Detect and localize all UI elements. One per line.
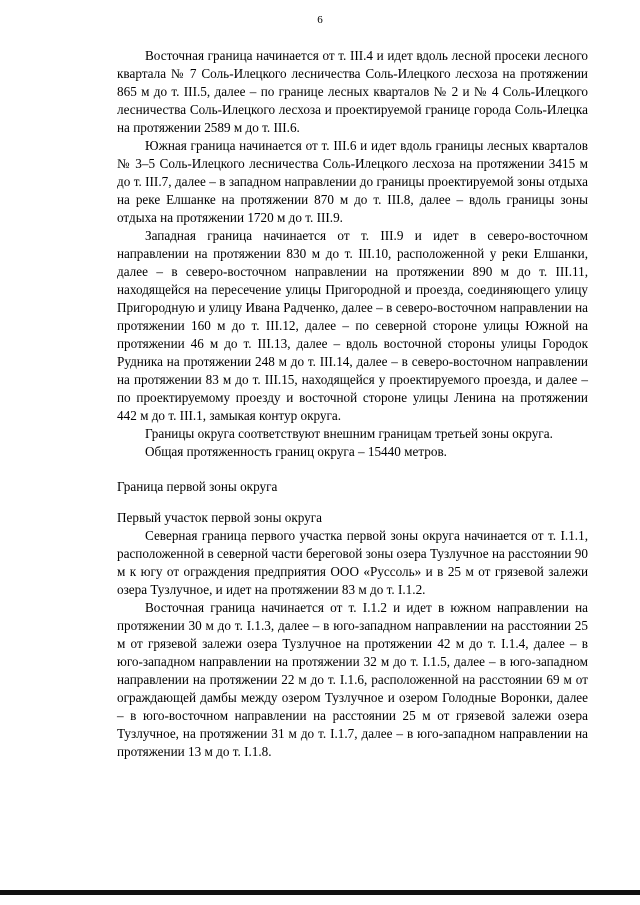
paragraph-north-boundary-zone1: Северная граница первого участка первой зоны округа начинается от т. I.1.1, расположенной в северной части береговой зоны озера Тузлучное на расстоянии 90 м к югу от ограждения предприятия ООО «Руссоль» и в 25 м от грязевой залежи озера Тузлучное, и идет на протяжении 83 м до т. I.1.2. [117,528,588,597]
page-bottom-border [0,890,640,895]
paragraph-total-length: Общая протяженность границ округа – 15440 метров. [145,444,447,459]
paragraph-outer-boundaries: Границы округа соответствуют внешним границам третьей зоны округа. [145,426,553,441]
subsection-heading: Первый участок первой зоны округа [117,510,323,525]
section-heading: Граница первой зоны округа [117,479,278,494]
document-body [117,47,588,761]
spacer [117,461,588,478]
page-number: 6 [317,14,323,26]
paragraph-west-boundary: Западная граница начинается от т. III.9 и идет в северо-восточном направлении на протяжении 830 м до т. III.10, расположенной у реки Елшанки, далее – в северо-восточном направлении на протяжении 890 м до т. III.11, находящейся на пересечение улицы Пригородной и проезда, соединяющего улицу Пригородную и улицу Ивана Радченко, далее – в северо-восточном направлении на протяжении 160 м до т. III.12, далее – по северной стороне улицы Южной на протяжении 46 м до т. III.13, далее – вдоль восточной стороны улицы Городок Рудника на протяжении 248 м до т. III.14, далее – в северо-восточном направлении на протяжении 83 м до т. III.15, находящейся у проектируемого проезда, и далее – по проектируемому проезду и восточной стороне улицы Ленина на протяжении 442 м до т. III.1, замыкая контур округа. [117,228,588,423]
spacer [117,496,588,509]
paragraph-east-boundary-zone1: Восточная граница начинается от т. I.1.2 и идет в южном направлении на протяжении 30 м до т. I.1.3, далее – в юго-западном направлении на расстоянии 25 м от грязевой залежи озера Тузлучное на протяжении 42 м до т. I.1.4, далее – в юго-западном направлении на протяжении 32 м до т. I.1.5, далее – в юго-западном направлении на протяжении 22 м до т. I.1.6, расположенной на расстоянии 69 м от ограждающей дамбы между озером Тузлучное и озером Голодные Воронки, далее – в юго-восточном направлении на расстоянии 25 м от грязевой залежи озера Тузлучное, на протяжении 31 м до т. I.1.7, далее – в юго-западном направлении на протяжении 13 м до т. I.1.8. [117,600,588,759]
paragraph-south-boundary: Южная граница начинается от т. III.6 и идет вдоль границы лесных кварталов № 3–5 Соль-Илецкого лесничества Соль-Илецкого лесхоза на протяжении 3415 м до т. III.7, далее – в западном направлении до границы проектируемой зоны отдыха на реке Елшанке на протяжении 870 м до т. III.8, далее – вдоль границы зоны отдыха на протяжении 1720 м до т. III.9. [117,138,588,225]
paragraph-east-boundary: Восточная граница начинается от т. III.4 и идет вдоль лесной просеки лесного квартала № 7 Соль-Илецкого лесничества Соль-Илецкого лесхоза на протяжении 865 м до т. III.5, далее – по границе лесных кварталов № 2 и № 4 Соль-Илецкого лесничества Соль-Илецкого лесхоза и проектируемой границе города Соль-Илецка на протяжении 2589 м до т. III.6. [117,48,588,135]
